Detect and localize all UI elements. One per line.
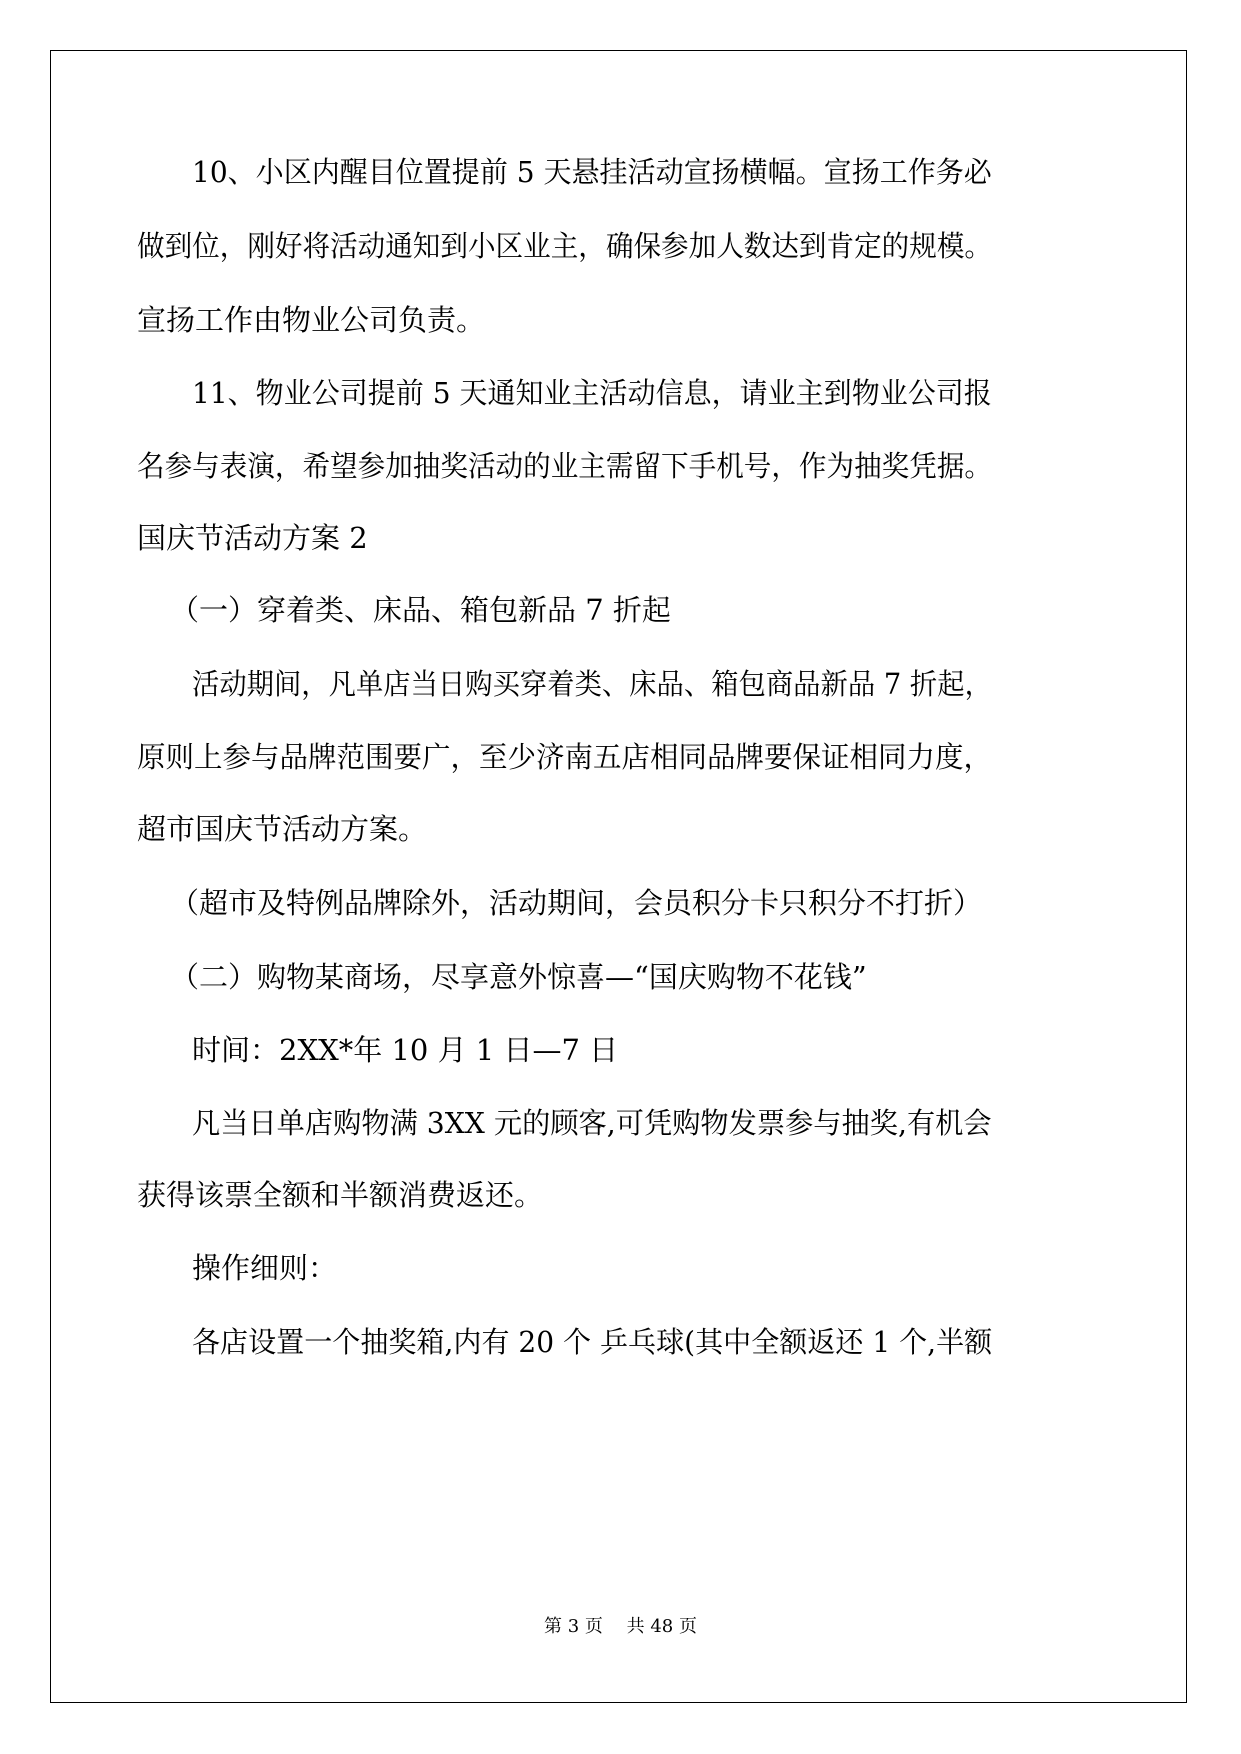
text-line-10: 超市国庆节活动方案。 (137, 812, 428, 846)
text-line-3: 宣扬工作由物业公司负责。 (137, 303, 486, 337)
text-line-11: （超市及特例品牌除外，活动期间，会员积分卡只积分不打折） (170, 886, 983, 920)
text-line-16: 操作细则： (192, 1251, 338, 1285)
text-line-1: 10、小区内醒目位置提前 5 天悬挂活动宣扬横幅。宣扬工作务必 (192, 155, 992, 189)
section-heading: 国庆节活动方案 2 (137, 521, 368, 555)
text-line-13: 时间：2XX*年 10 月 1 日—7 日 (192, 1033, 619, 1067)
text-line-17: 各店设置一个抽奖箱,内有 20 个 乒乓球(其中全额返还 1 个,半额 (192, 1325, 993, 1359)
text-line-14: 凡当日单店购物满 3XX 元的顾客,可凭购物发票参与抽奖,有机会 (192, 1106, 992, 1140)
text-line-8: 活动期间，凡单店当日购买穿着类、床品、箱包商品新品 7 折起， (192, 667, 992, 701)
text-line-15: 获得该票全额和半额消费返还。 (137, 1178, 544, 1212)
text-line-5: 名参与表演，希望参加抽奖活动的业主需留下手机号，作为抽奖凭据。 (137, 449, 993, 483)
page-border (50, 50, 1187, 1703)
text-line-2: 做到位，刚好将活动通知到小区业主，确保参加人数达到肯定的规模。 (137, 229, 993, 263)
subheading-1: （一）穿着类、床品、箱包新品 7 折起 (170, 593, 671, 627)
page-number: 第 3 页 共 48 页 (544, 1616, 697, 1637)
text-line-4: 11、物业公司提前 5 天通知业主活动信息，请业主到物业公司报 (192, 376, 992, 410)
text-line-9: 原则上参与品牌范围要广，至少济南五店相同品牌要保证相同力度， (137, 740, 993, 774)
subheading-2: （二）购物某商场，尽享意外惊喜—“国庆购物不花钱” (170, 960, 867, 994)
